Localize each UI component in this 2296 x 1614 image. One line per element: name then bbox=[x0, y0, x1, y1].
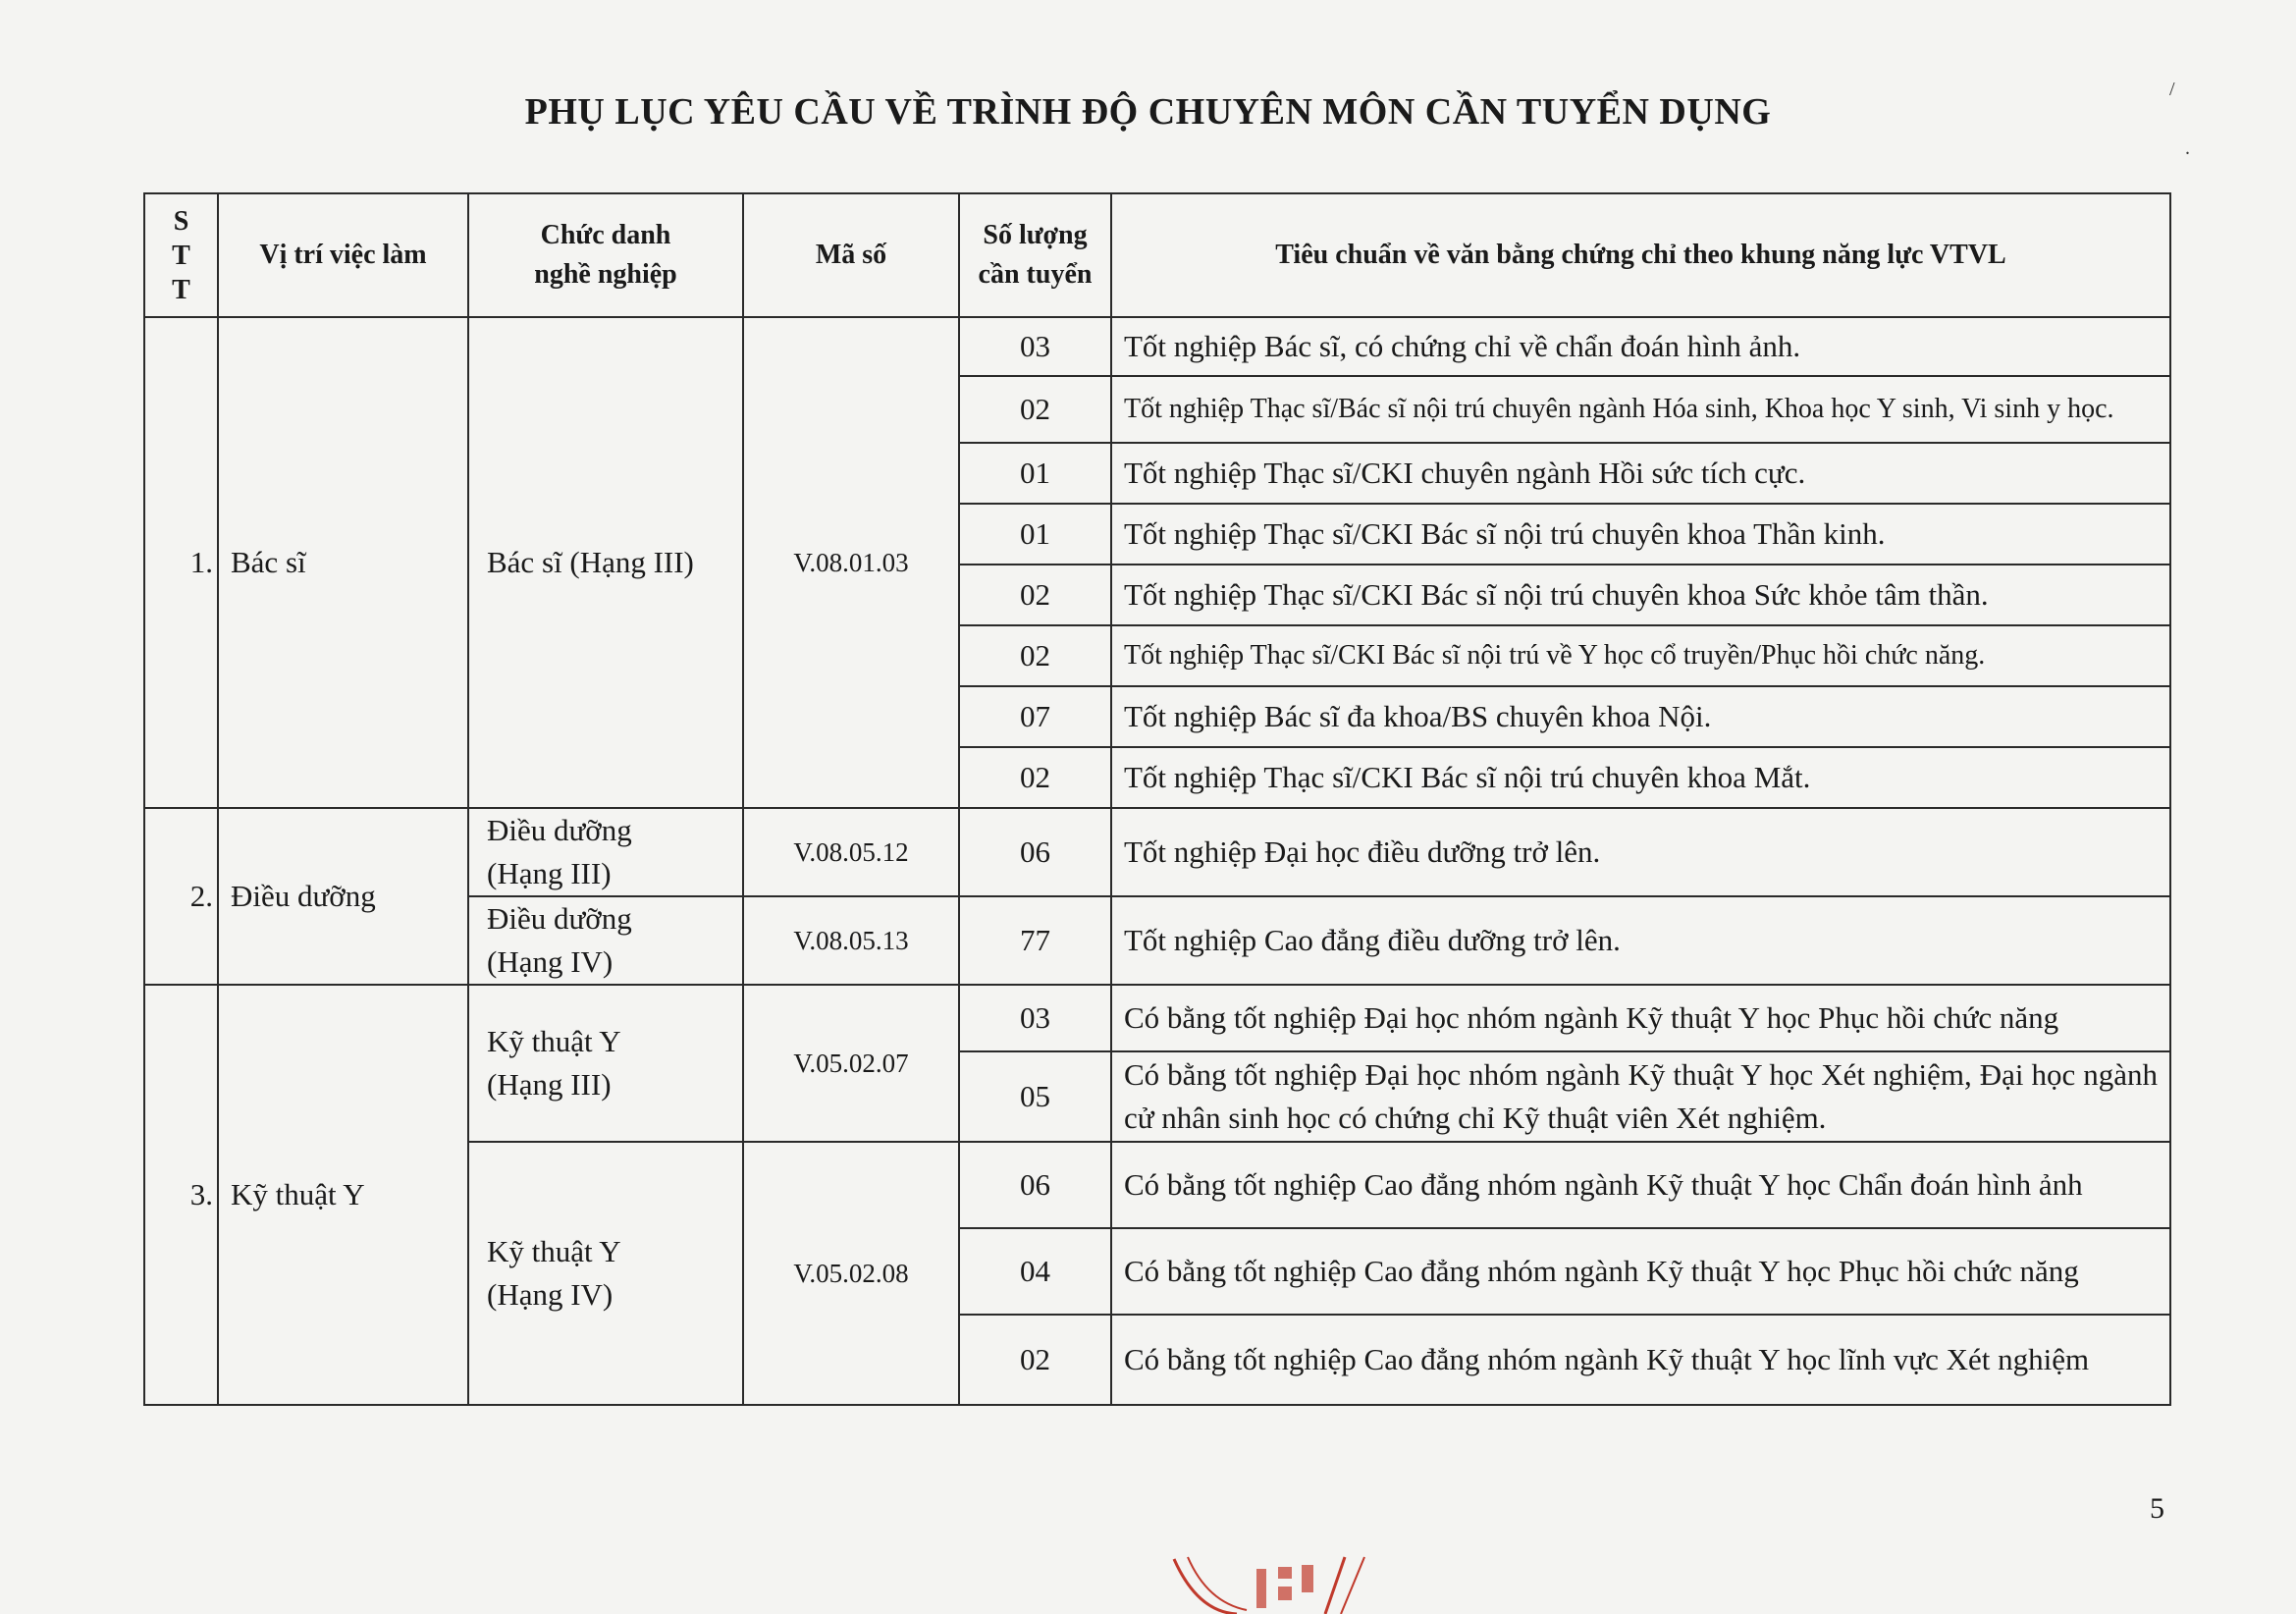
code-cell: V.08.05.13 bbox=[743, 896, 959, 985]
quantity-cell: 04 bbox=[959, 1228, 1111, 1315]
quantity-cell: 06 bbox=[959, 808, 1111, 896]
standard-cell: Có bằng tốt nghiệp Cao đẳng nhóm ngành Kỹ thuật Y học lĩnh vực Xét nghiệm bbox=[1111, 1315, 2170, 1405]
standard-cell: Tốt nghiệp Thạc sĩ/CKI Bác sĩ nội trú về Y học cổ truyền/Phục hồi chức năng. bbox=[1111, 625, 2170, 686]
quantity-cell: 77 bbox=[959, 896, 1111, 985]
standard-cell: Có bằng tốt nghiệp Đại học nhóm ngành Kỹ thuật Y học Xét nghiệm, Đại học ngành cử nhân sinh học có chứng chỉ Kỹ thuật viên Xét nghiệm. bbox=[1111, 1051, 2170, 1142]
job-title-cell: Kỹ thuật Y (Hạng III) bbox=[468, 985, 743, 1142]
standard-cell: Tốt nghiệp Thạc sĩ/CKI Bác sĩ nội trú chuyên khoa Mắt. bbox=[1111, 747, 2170, 808]
position-cell: Bác sĩ bbox=[218, 317, 468, 808]
quantity-cell: 02 bbox=[959, 1315, 1111, 1405]
code-cell: V.08.05.12 bbox=[743, 808, 959, 896]
position-cell: Điều dưỡng bbox=[218, 808, 468, 985]
job-title-cell: Bác sĩ (Hạng III) bbox=[468, 317, 743, 808]
stt-cell: 1. bbox=[144, 317, 218, 808]
position-cell: Kỹ thuật Y bbox=[218, 985, 468, 1405]
quantity-cell: 03 bbox=[959, 985, 1111, 1051]
job-title-cell: Điều dưỡng (Hạng IV) bbox=[468, 896, 743, 985]
code-cell: V.05.02.08 bbox=[743, 1142, 959, 1405]
code-cell: V.08.01.03 bbox=[743, 317, 959, 808]
job-title-cell: Kỹ thuật Y (Hạng IV) bbox=[468, 1142, 743, 1405]
header-quantity: Số lượng cần tuyển bbox=[959, 193, 1111, 317]
scan-mark: . bbox=[2185, 137, 2190, 159]
header-job-title: Chức danh nghề nghiệp bbox=[468, 193, 743, 317]
table-row bbox=[144, 317, 2170, 376]
standard-cell: Tốt nghiệp Đại học điều dưỡng trở lên. bbox=[1111, 808, 2170, 896]
document-title: PHỤ LỤC YÊU CẦU VỀ TRÌNH ĐỘ CHUYÊN MÔN CẦN TUYỂN DỤNG bbox=[524, 91, 1772, 133]
scan-mark: / bbox=[2169, 79, 2175, 100]
quantity-cell: 01 bbox=[959, 443, 1111, 504]
header-position: Vị trí việc làm bbox=[218, 193, 468, 317]
standard-cell: Có bằng tốt nghiệp Cao đẳng nhóm ngành Kỹ thuật Y học Chẩn đoán hình ảnh bbox=[1111, 1142, 2170, 1228]
standard-cell: Có bằng tốt nghiệp Đại học nhóm ngành Kỹ thuật Y học Phục hồi chức năng bbox=[1111, 985, 2170, 1051]
page-number: 5 bbox=[2150, 1492, 2164, 1525]
table-header-row bbox=[144, 193, 2170, 317]
red-seal-fragment bbox=[1168, 1555, 1423, 1614]
header-standard: Tiêu chuẩn về văn bằng chứng chỉ theo khung năng lực VTVL bbox=[1111, 193, 2170, 317]
standard-cell: Tốt nghiệp Cao đẳng điều dưỡng trở lên. bbox=[1111, 896, 2170, 985]
quantity-cell: 01 bbox=[959, 504, 1111, 565]
code-cell: V.05.02.07 bbox=[743, 985, 959, 1142]
quantity-cell: 05 bbox=[959, 1051, 1111, 1142]
standard-cell: Có bằng tốt nghiệp Cao đẳng nhóm ngành Kỹ thuật Y học Phục hồi chức năng bbox=[1111, 1228, 2170, 1315]
quantity-cell: 02 bbox=[959, 376, 1111, 443]
quantity-cell: 06 bbox=[959, 1142, 1111, 1228]
quantity-cell: 02 bbox=[959, 625, 1111, 686]
header-stt: S T T bbox=[144, 193, 218, 317]
table-row bbox=[144, 985, 2170, 1051]
standard-cell: Tốt nghiệp Thạc sĩ/CKI Bác sĩ nội trú chuyên khoa Thần kinh. bbox=[1111, 504, 2170, 565]
requirements-table bbox=[143, 192, 2171, 1406]
standard-cell: Tốt nghiệp Bác sĩ, có chứng chỉ về chẩn đoán hình ảnh. bbox=[1111, 317, 2170, 376]
standard-cell: Tốt nghiệp Thạc sĩ/Bác sĩ nội trú chuyên ngành Hóa sinh, Khoa học Y sinh, Vi sinh y học. bbox=[1111, 376, 2170, 443]
stt-cell: 3. bbox=[144, 985, 218, 1405]
job-title-cell: Điều dưỡng (Hạng III) bbox=[468, 808, 743, 896]
standard-cell: Tốt nghiệp Thạc sĩ/CKI Bác sĩ nội trú chuyên khoa Sức khỏe tâm thần. bbox=[1111, 565, 2170, 625]
quantity-cell: 02 bbox=[959, 747, 1111, 808]
stt-cell: 2. bbox=[144, 808, 218, 985]
quantity-cell: 02 bbox=[959, 565, 1111, 625]
standard-cell: Tốt nghiệp Thạc sĩ/CKI chuyên ngành Hồi sức tích cực. bbox=[1111, 443, 2170, 504]
header-code: Mã số bbox=[743, 193, 959, 317]
quantity-cell: 03 bbox=[959, 317, 1111, 376]
standard-cell: Tốt nghiệp Bác sĩ đa khoa/BS chuyên khoa Nội. bbox=[1111, 686, 2170, 747]
quantity-cell: 07 bbox=[959, 686, 1111, 747]
table-row bbox=[144, 808, 2170, 896]
